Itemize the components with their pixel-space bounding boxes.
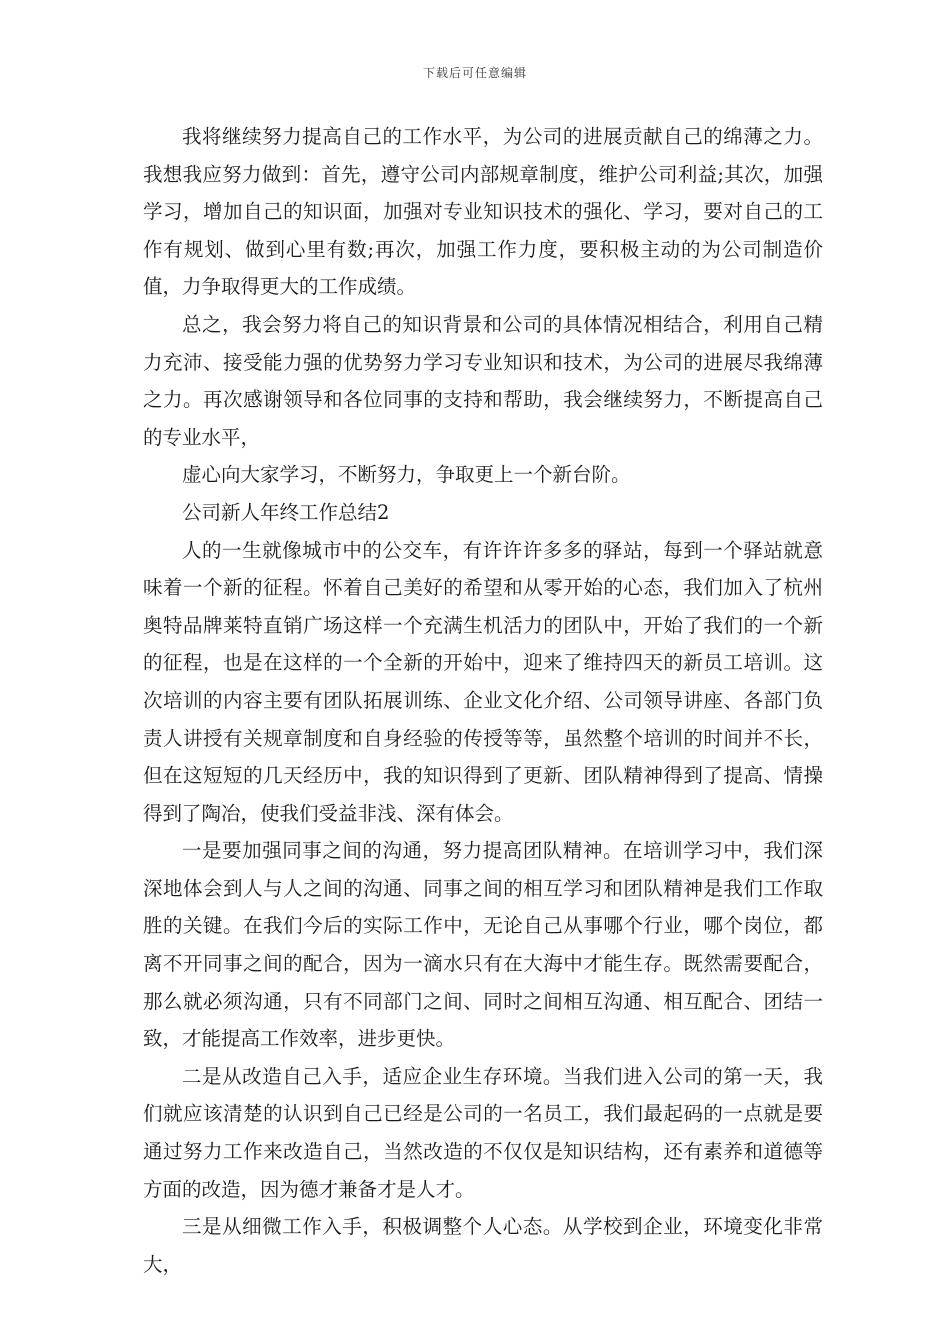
- paragraph-6: 二是从改造自己入手，适应企业生存环境。当我们进入公司的第一天，我们就应该清楚的认识到自己已经是公司的一名员工，我们最起码的一点就是要通过努力工作来改造自己，当然改造的不仅仅是知识结构，还有素养和道德等方面的改造，因为德才兼备才是人才。: [143, 1064, 823, 1201]
- document-body: [143, 118, 823, 1283]
- section-heading: 公司新人年终工作总结2: [182, 500, 390, 524]
- paragraph-3: 虚心向大家学习，不断努力，争取更上一个新台阶。: [182, 463, 631, 487]
- paragraph-5: 一是要加强同事之间的沟通，努力提高团队精神。在培训学习中，我们深深地体会到人与人之间的沟通、同事之间的相互学习和团队精神是我们工作取胜的关键。在我们今后的实际工作中，无论自己从事哪个行业，哪个岗位，都离不开同事之间的配合，因为一滴水只有在大海中才能生存。既然需要配合，那么就必须沟通，只有不同部门之间、同时之间相互沟通、相互配合、团结一致，才能提高工作效率，进步更快。: [143, 839, 823, 1051]
- paragraph-4: 人的一生就像城市中的公交车，有许许许多多的驿站，每到一个驿站就意味着一个新的征程。怀着自己美好的希望和从零开始的心态，我们加入了杭州奥特品牌莱特直销广场这样一个充满生机活力的团队中，开始了我们的一个新的征程，也是在这样的一个全新的开始中，迎来了维持四天的新员工培训。这次培训的内容主要有团队拓展训练、企业文化介绍、公司领导讲座、各部门负责人讲授有关规章制度和自身经验的传授等等，虽然整个培训的时间并不长，但在这短短的几天经历中，我的知识得到了更新、团队精神得到了提高、情操得到了陶冶，使我们受益非浅、深有体会。: [143, 538, 823, 825]
- header-note: 下载后可任意编辑: [422, 66, 527, 80]
- paragraph-7: 三是从细微工作入手，积极调整个人心态。从学校到企业，环境变化非常大，: [143, 1215, 823, 1276]
- paragraph-2: 总之，我会努力将自己的知识背景和公司的具体情况相结合，利用自己精力充沛、接受能力强的优势努力学习专业知识和技术，为公司的进展尽我绵薄之力。再次感谢领导和各位同事的支持和帮助，我会继续努力，不断提高自己的专业水平，: [143, 312, 823, 449]
- paragraph-1: 我将继续努力提高自己的工作水平，为公司的进展贡献自己的绵薄之力。我想我应努力做到：首先，遵守公司内部规章制度，维护公司利益;其次，加强学习，增加自己的知识面，加强对专业知识技术的强化、学习，要对自己的工作有规划、做到心里有数;再次，加强工作力度，要积极主动的为公司制造价值，力争取得更大的工作成绩。: [143, 125, 823, 299]
